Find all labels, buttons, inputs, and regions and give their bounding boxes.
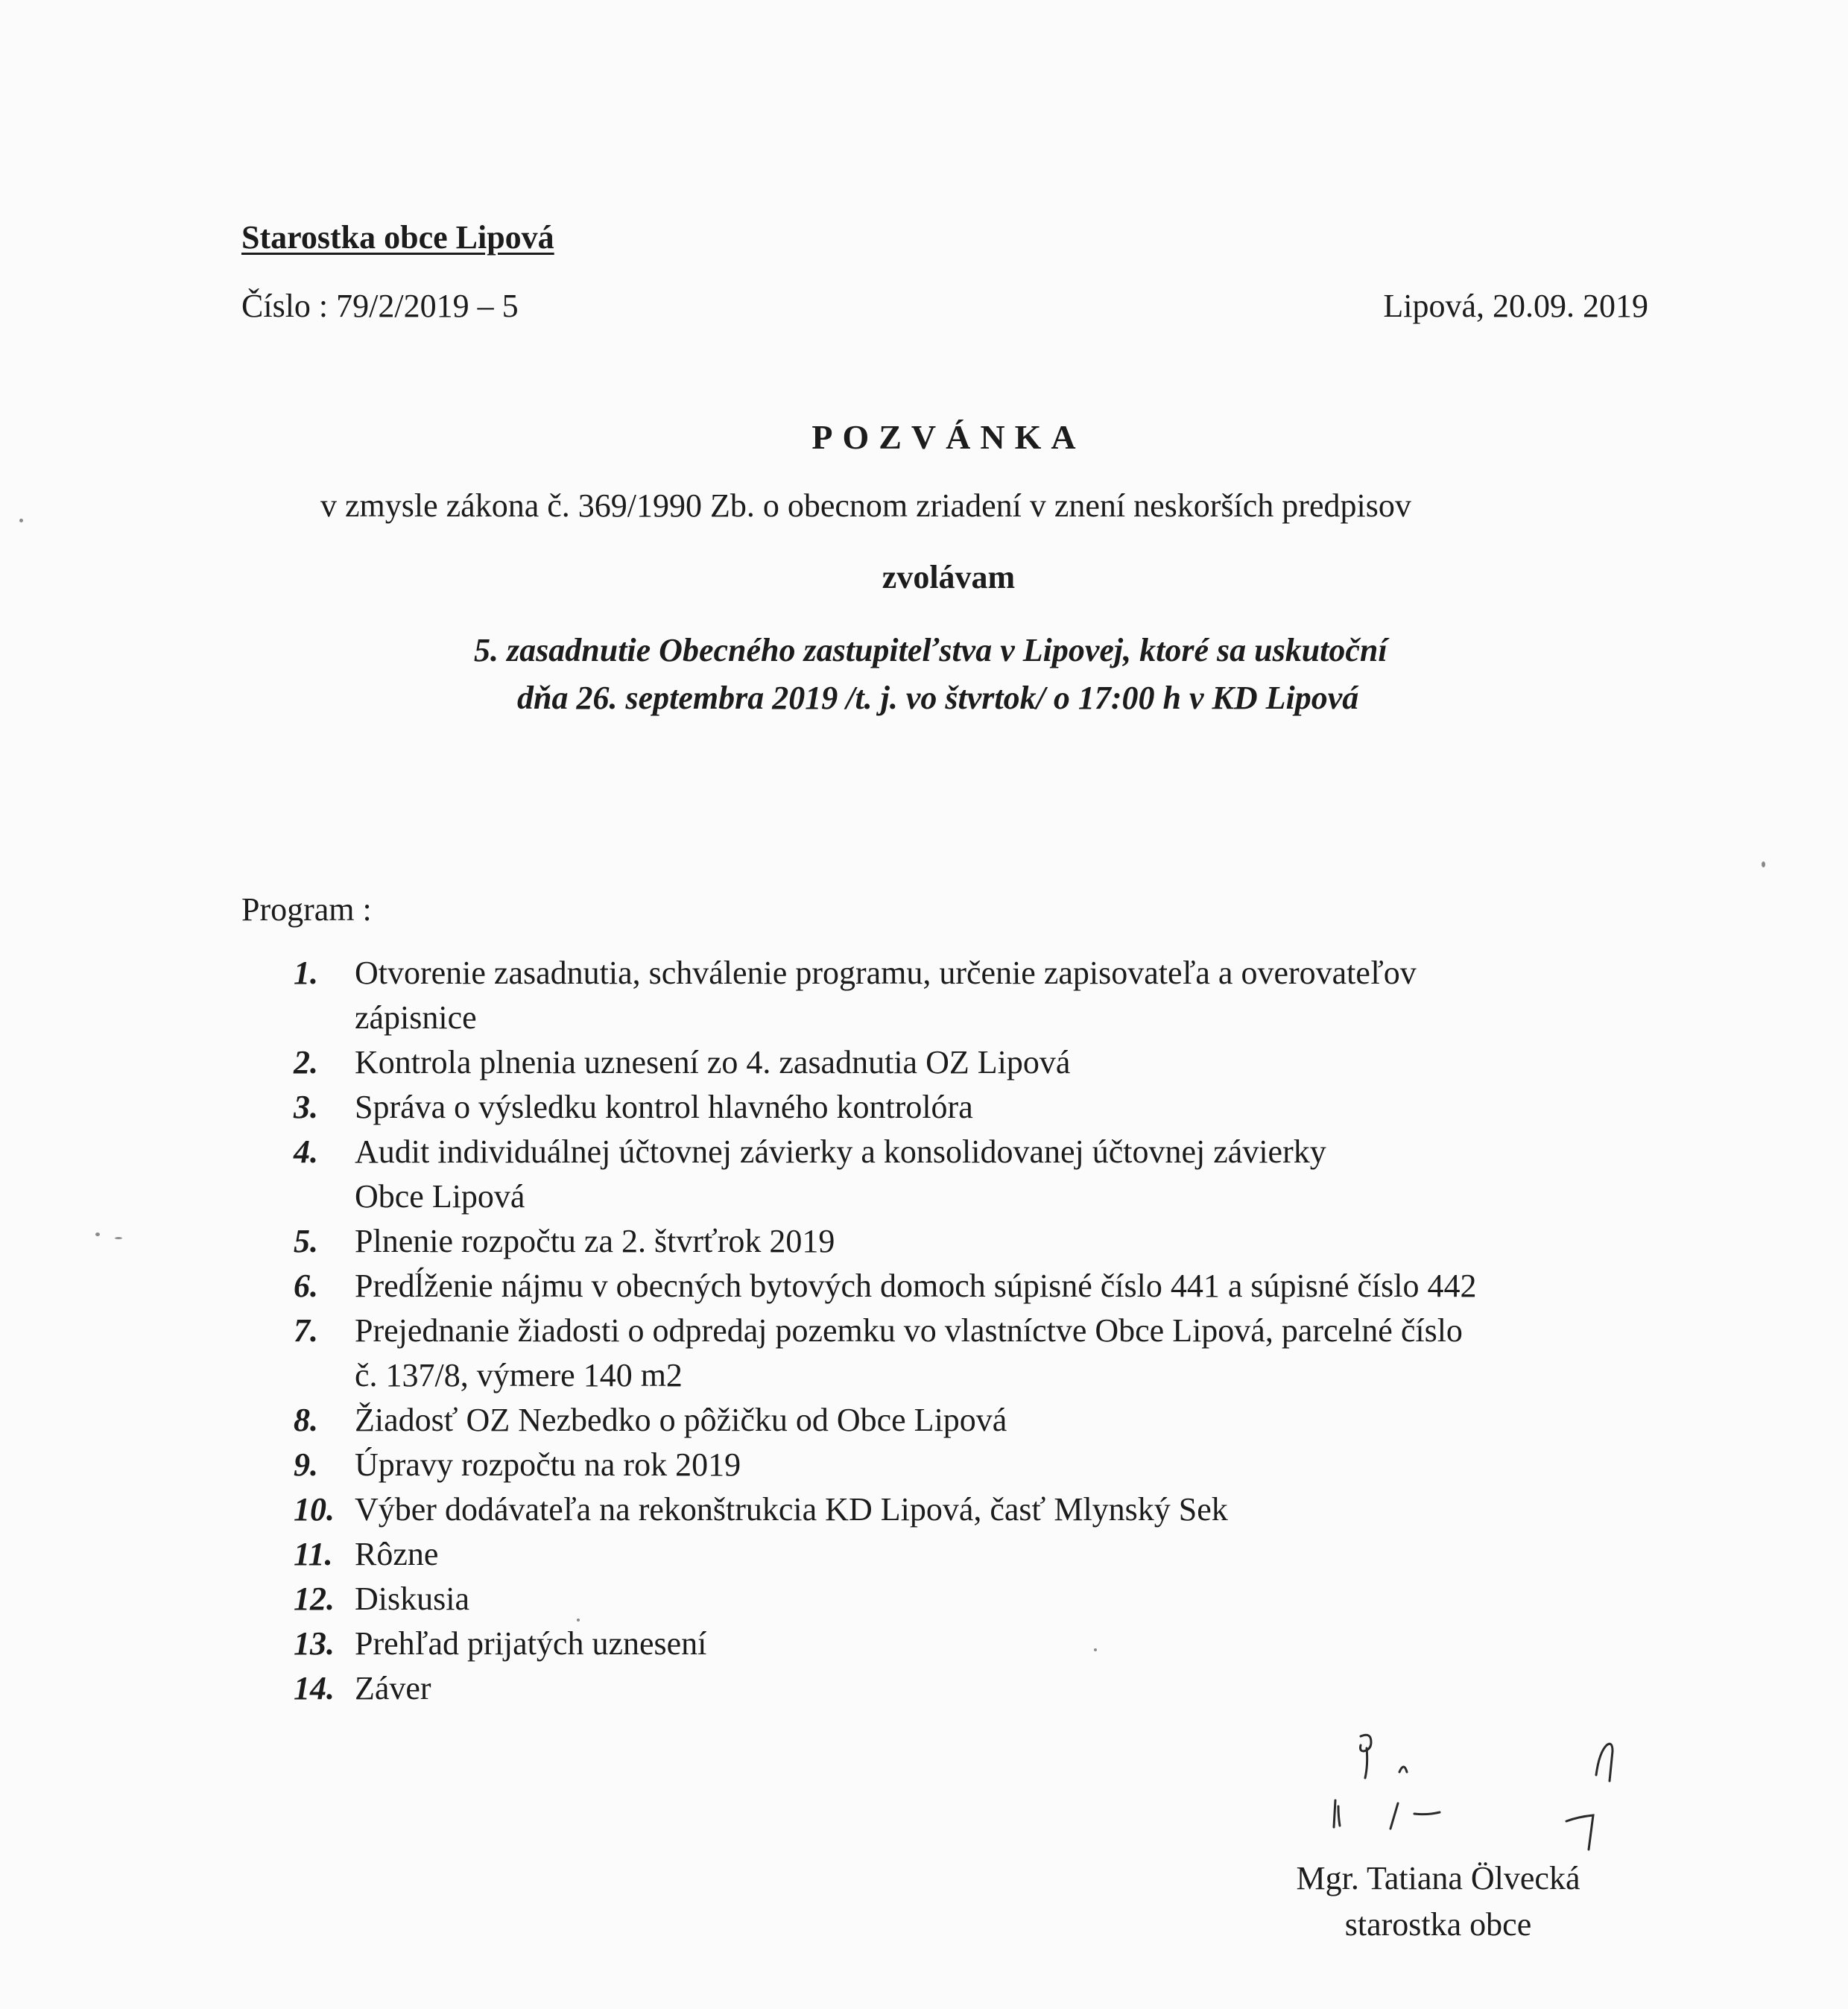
agenda-item-number: 2.	[294, 1044, 318, 1081]
agenda-item	[294, 1264, 1477, 1309]
agenda-item	[294, 1085, 1477, 1130]
scan-speck	[19, 519, 23, 522]
agenda-item	[294, 1487, 1477, 1532]
agenda-item-number: 13.	[294, 1625, 335, 1662]
handwritten-signature	[1289, 1729, 1662, 1855]
program-heading: Program :	[241, 891, 372, 928]
convene-statement: zvolávam	[882, 559, 1016, 595]
agenda-item-text: Predĺženie nájmu v obecných bytových domoch súpisné číslo 441 a súpisné číslo 442	[355, 1268, 1477, 1304]
agenda-item-text: Úpravy rozpočtu na rok 2019	[355, 1446, 741, 1483]
agenda-item-number: 6.	[294, 1268, 318, 1304]
agenda-item-number: 8.	[294, 1402, 318, 1438]
agenda-item-text: Výber dodávateľa na rekonštrukcia KD Lipová, časť Mlynský Sek	[355, 1491, 1228, 1528]
meeting-details-line-1: 5. zasadnutie Obecného zastupiteľstva v Lipovej, ktoré sa uskutoční	[474, 632, 1387, 668]
agenda-item	[294, 1666, 1477, 1711]
agenda-item	[294, 1040, 1477, 1085]
agenda-item-text: Prehľad prijatých uznesení	[355, 1625, 707, 1662]
agenda-item	[294, 1443, 1477, 1487]
agenda-item-text: Správa o výsledku kontrol hlavného kontrolóra	[355, 1089, 973, 1125]
scan-speck	[115, 1237, 122, 1239]
signer-name: Mgr. Tatiana Ölvecká	[1296, 1860, 1580, 1896]
legal-basis: v zmysle zákona č. 369/1990 Zb. o obecnom zriadení v znení neskorších predpisov	[320, 487, 1411, 524]
signer-role: starostka obce	[1344, 1906, 1532, 1943]
agenda-item-text: Otvorenie zasadnutia, schválenie programu, určenie zapisovateľa a overovateľov zápisnice	[355, 955, 1417, 1036]
scan-speck	[95, 1233, 100, 1236]
agenda-item-number: 14.	[294, 1670, 335, 1706]
agenda-item	[294, 1622, 1477, 1666]
agenda-item	[294, 1309, 1477, 1398]
document-title: POZVÁNKA	[811, 418, 1086, 456]
agenda-item	[294, 1532, 1477, 1577]
agenda-item-number: 5.	[294, 1223, 318, 1259]
agenda-item-text: Diskusia	[355, 1581, 469, 1617]
place-and-date: Lipová, 20.09. 2019	[1383, 288, 1648, 324]
scan-speck	[577, 1619, 580, 1622]
agenda-item-text: Audit individuálnej účtovnej závierky a konsolidovanej účtovnej závierky Obce Lipová	[355, 1133, 1326, 1215]
agenda-item-number: 1.	[294, 955, 318, 991]
scan-speck	[1094, 1648, 1097, 1651]
agenda-item-text: Plnenie rozpočtu za 2. štvrťrok 2019	[355, 1223, 835, 1259]
agenda-item-number: 9.	[294, 1446, 318, 1483]
agenda-item	[294, 951, 1477, 1040]
agenda-list	[294, 951, 1477, 1711]
agenda-item	[294, 1130, 1477, 1219]
agenda-item-number: 4.	[294, 1133, 318, 1170]
agenda-item-text: Rôzne	[355, 1536, 439, 1572]
agenda-item-text: Kontrola plnenia uznesení zo 4. zasadnutia OZ Lipová	[355, 1044, 1071, 1081]
agenda-item-number: 3.	[294, 1089, 318, 1125]
agenda-item-number: 12.	[294, 1581, 335, 1617]
agenda-item-number: 11.	[294, 1536, 333, 1572]
agenda-item-text: Žiadosť OZ Nezbedko o pôžičku od Obce Lipová	[355, 1402, 1007, 1438]
agenda-item	[294, 1398, 1477, 1443]
issuing-authority: Starostka obce Lipová	[241, 219, 554, 256]
meeting-details-line-2: dňa 26. septembra 2019 /t. j. vo štvrtok/ o 17:00 h v KD Lipová	[517, 680, 1359, 716]
agenda-item-text: Prejednanie žiadosti o odpredaj pozemku vo vlastníctve Obce Lipová, parcelné číslo č. 137/8, výmere 140 m2	[355, 1312, 1463, 1393]
scan-speck	[1762, 861, 1765, 867]
agenda-item	[294, 1219, 1477, 1264]
agenda-item	[294, 1577, 1477, 1622]
agenda-item-number: 10.	[294, 1491, 335, 1528]
agenda-item-number: 7.	[294, 1312, 318, 1349]
agenda-item-text: Záver	[355, 1670, 431, 1706]
reference-number: Číslo : 79/2/2019 – 5	[241, 288, 519, 324]
